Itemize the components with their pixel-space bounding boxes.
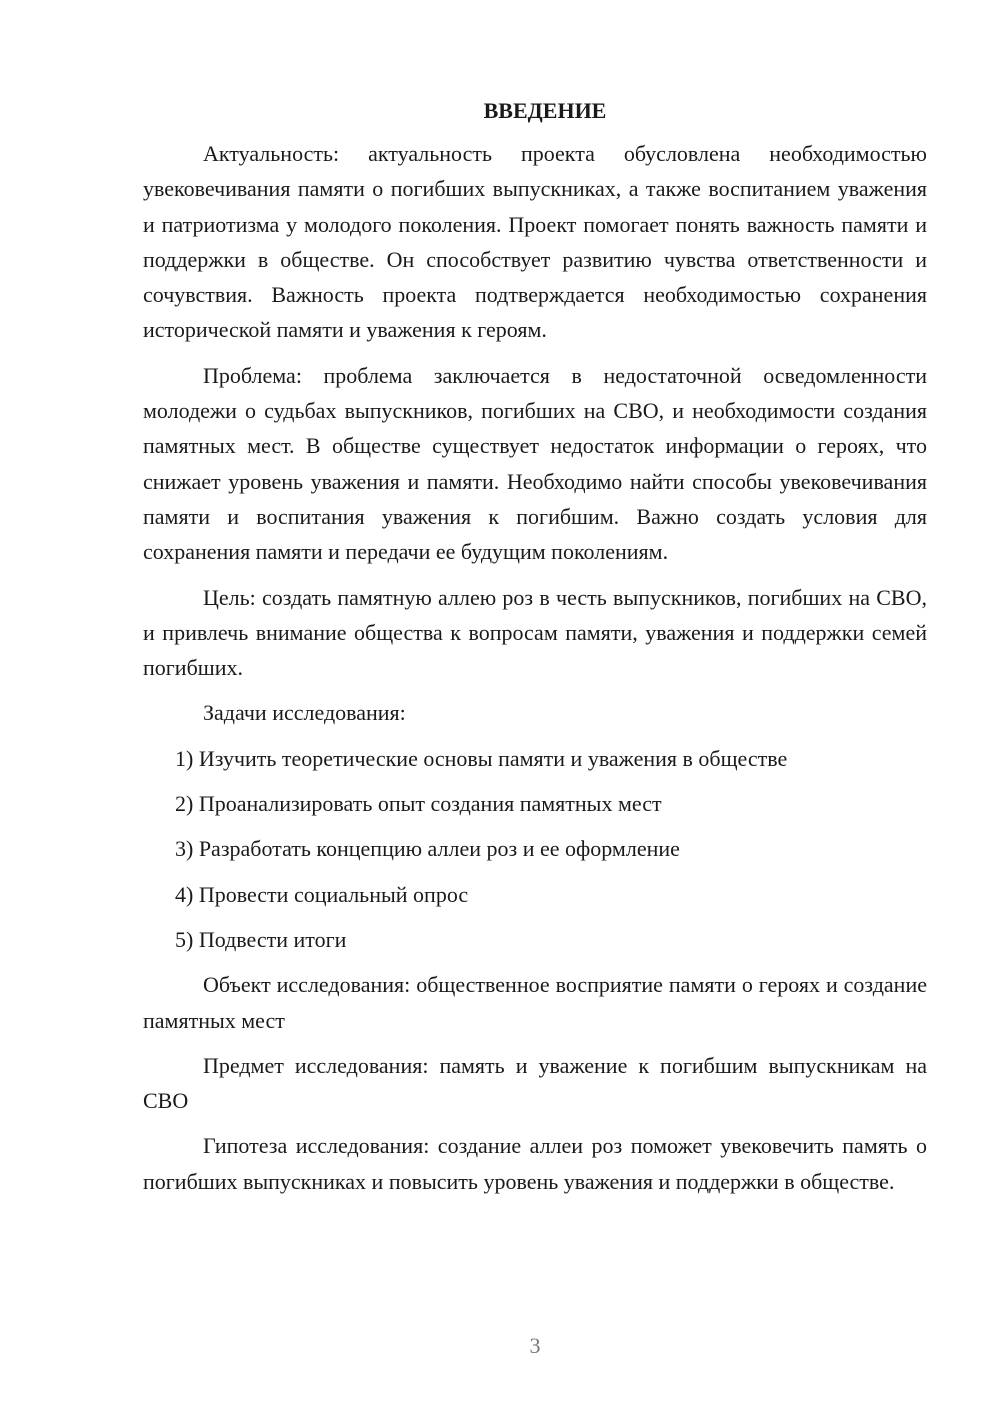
- task-item: 2) Проанализировать опыт создания памятных мест: [175, 791, 662, 817]
- paragraph-subject: Предмет исследования: память и уважение к погибшим выпускникам на СВО: [143, 1052, 927, 1114]
- section-title: ВВЕДЕНИЕ: [483, 98, 607, 123]
- task-list: [143, 741, 927, 957]
- task-item: 1) Изучить теоретические основы памяти и уважения в обществе: [175, 745, 788, 771]
- page-number: 3: [529, 1333, 541, 1358]
- task-item: 4) Провести социальный опрос: [175, 881, 469, 907]
- paragraph-relevance: Актуальность: актуальность проекта обусловлена необходимостью увековечивания памяти о погибших выпускниках, а также воспитанием уважения и патриотизма у молодого поколения. Проект помогает понять важность памяти и поддержки в обществе. Он способствует развитию чувства ответственности и сочувствия. Важность проекта подтверждается необходимостью сохранения исторической памяти и уважения к героям.: [143, 141, 927, 343]
- paragraph-problem: Проблема: проблема заключается в недостаточной осведомленности молодежи о судьбах выпускников, погибших на СВО, и необходимости создания памятных мест. В обществе существует недостаток информации о героях, что снижает уровень уважения и памяти. Необходимо найти способы увековечивания памяти и воспитания уважения к погибшим. Важно создать условия для сохранения памяти и передачи ее будущим поколениям.: [143, 362, 927, 565]
- tasks-heading: Задачи исследования:: [203, 700, 406, 726]
- task-item: 5) Подвести итоги: [175, 926, 347, 952]
- task-item: 3) Разработать концепцию аллеи роз и ее оформление: [175, 836, 680, 862]
- document-body: [143, 96, 927, 1209]
- paragraph-hypothesis: Гипотеза исследования: создание аллеи роз поможет увековечить память о погибших выпускниках и повысить уровень уважения и поддержки в обществе.: [143, 1133, 927, 1194]
- paragraph-goal: Цель: создать памятную аллею роз в честь выпускников, погибших на СВО, и привлечь внимание общества к вопросам памяти, уважения и поддержки семей погибших.: [143, 584, 927, 681]
- paragraph-object: Объект исследования: общественное восприятие памяти о героях и создание памятных мест: [143, 972, 927, 1033]
